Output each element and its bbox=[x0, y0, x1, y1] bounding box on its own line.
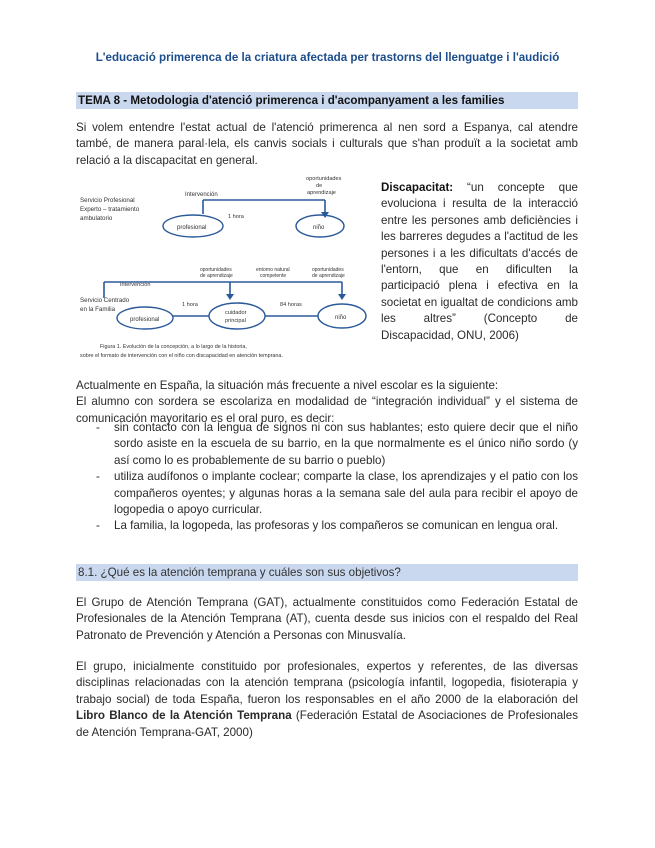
bullet-text: La familia, la logopeda, las profesoras y los compañeros se comunican en lengua oral. bbox=[114, 519, 559, 533]
list-item bbox=[76, 420, 578, 469]
libro-blanco-title: Libro Blanco de la Atención Temprana bbox=[76, 709, 292, 723]
diagram-bottom-left-label-2: en la Familia bbox=[80, 306, 116, 313]
diagram-top-hora: 1 hora bbox=[228, 214, 244, 220]
diagram-bottom-left-label-1: Servicio Centrado bbox=[80, 297, 130, 304]
bullet-text: sin contacto con la lengua de signos ni con sus hablantes; esto quiere decir que el niño sordo asiste en la escuela de su barrio, en la que normalmente es el único niño sordo (y así como lo es probablemente de su barrio o pueblo) bbox=[114, 421, 578, 467]
diagram-bottom-profesional: profesional bbox=[130, 317, 160, 323]
grupo-text-before: El grupo, inicialmente constituido por profesionales, expertos y referentes, de las diversas disciplinas relacionadas con la atención temprana (psicología infantil, logopedia, fisioterapia y trabajo social) de toda España, fueron los responsables en el año 2000 de la elaboración del bbox=[76, 660, 578, 706]
diagram-bottom-oport-a-2: de aprendizaje bbox=[200, 273, 233, 279]
section-title-8-1: 8.1. ¿Qué es la atención temprana y cuáles son sus objetivos? bbox=[76, 564, 578, 581]
diagram-caption-2: sobre el formato de intervención con el niño con discapacidad en atención temprana. bbox=[80, 353, 283, 359]
diagram-bottom-oport-a-1: oportunidades bbox=[200, 267, 232, 273]
list-item bbox=[76, 469, 578, 518]
actual-line-2: El alumno con sordera se escolariza en modalidad de “integración individual” y el sistema de comunicación mayoritario es el oral puro, es decir: bbox=[76, 395, 578, 425]
diagram-bottom-intervencion: Intervención bbox=[120, 282, 151, 288]
bullet-dash: - bbox=[96, 519, 100, 533]
diagram-bottom-nino: niño bbox=[335, 315, 347, 321]
grupo-text-after: (Federación Estatal de Asociaciones de Profesionales de Atención Temprana-GAT, 2000) bbox=[76, 709, 578, 739]
diagram-bottom-entorno-2: competente bbox=[260, 273, 287, 279]
diagram-bottom-hora: 1 hora bbox=[182, 302, 198, 308]
diagram-bottom-arrow-right bbox=[338, 294, 346, 300]
diagram-top-nino: niño bbox=[313, 225, 325, 231]
actual-line-1: Actualmente en España, la situación más frecuente a nivel escolar es la siguiente: bbox=[76, 379, 499, 392]
diagram-top-left-label-1: Servicio Profesional bbox=[80, 197, 135, 204]
section-title-tema-8: TEMA 8 - Metodologia d'atenció primerenca i d'acompanyament a les families bbox=[76, 92, 578, 109]
diagram-bottom-cuidador-2: principal bbox=[225, 318, 246, 324]
diagram-bottom-cuidador-1: cuidador bbox=[225, 310, 247, 316]
diagram-caption-1: Figura 1. Evolución de la concepción, a lo largo de la historia, bbox=[100, 344, 247, 350]
gat-paragraph: El Grupo de Atención Temprana (GAT), actualmente constituidos como Federación Estatal de Profesionales de la Atención Temprana (AT), cuenta desde sus inicios con el respaldo del Real Patronato de Prevención y Atención a Personas con Minusvalía. bbox=[76, 596, 578, 642]
intervention-diagram bbox=[80, 176, 370, 366]
bullet-dash: - bbox=[96, 421, 100, 434]
diagram-bottom-cuidador-node bbox=[209, 303, 265, 329]
diagram-bottom-horas: 84 horas bbox=[280, 302, 302, 308]
diagram-top-left-label-3: ambulatorio bbox=[80, 215, 113, 222]
definition-term: Discapacitat: bbox=[381, 181, 454, 194]
intro-paragraph: Si volem entendre l'estat actual de l'atenció primerenca al nen sord a Espanya, cal atendre també, de manera paral·lela, els canvis socials i culturals que s'han produït a la societat amb relació a la discapacitat en general. bbox=[76, 121, 578, 167]
bullet-text: utiliza audífonos o implante coclear; comparte la clase, los aprendizajes y el patio con los compañeros oyentes; y algunas horas a la semana sale del aula para recibir el apoyo de logopedia o apoyo curricular. bbox=[114, 470, 578, 517]
diagram-bottom-arrow-mid bbox=[226, 294, 234, 300]
definition-text: “un concepte que evoluciona i resulta de la interacció entre les persones amb deficiències i les barreres degudes a l'actitud de les persones i a les dificultats d'accés de l'entorn, que en dificulten la participació plena i efectiva en la societat en igualtat de condicions amb les altres” (Concepto de Discapacidad, ONU, 2006) bbox=[381, 181, 578, 342]
bullet-dash: - bbox=[96, 470, 100, 484]
discapacitat-definition bbox=[381, 180, 578, 344]
diagram-top-profesional: profesional bbox=[177, 225, 207, 231]
diagram-top-oportunidades-1: oportunidades bbox=[306, 176, 342, 182]
diagram-top-oportunidades-3: aprendizaje bbox=[307, 190, 336, 196]
diagram-bottom-oport-b-1: oportunidades bbox=[312, 267, 344, 273]
diagram-bottom-oport-b-2: de aprendizaje bbox=[312, 273, 345, 279]
grupo-paragraph bbox=[76, 659, 578, 741]
situation-bullet-list bbox=[76, 420, 578, 535]
list-item bbox=[76, 518, 578, 534]
diagram-top-intervencion: Intervención bbox=[185, 192, 218, 198]
page-header: L'educació primerenca de la criatura afectada per trastorns del llenguatge i l'audició bbox=[95, 51, 560, 64]
diagram-top-oportunidades-2: de bbox=[316, 183, 323, 189]
diagram-top-left-label-2: Experto – tratamiento bbox=[80, 206, 140, 213]
diagram-bottom-entorno-1: entorno natural bbox=[256, 267, 290, 273]
